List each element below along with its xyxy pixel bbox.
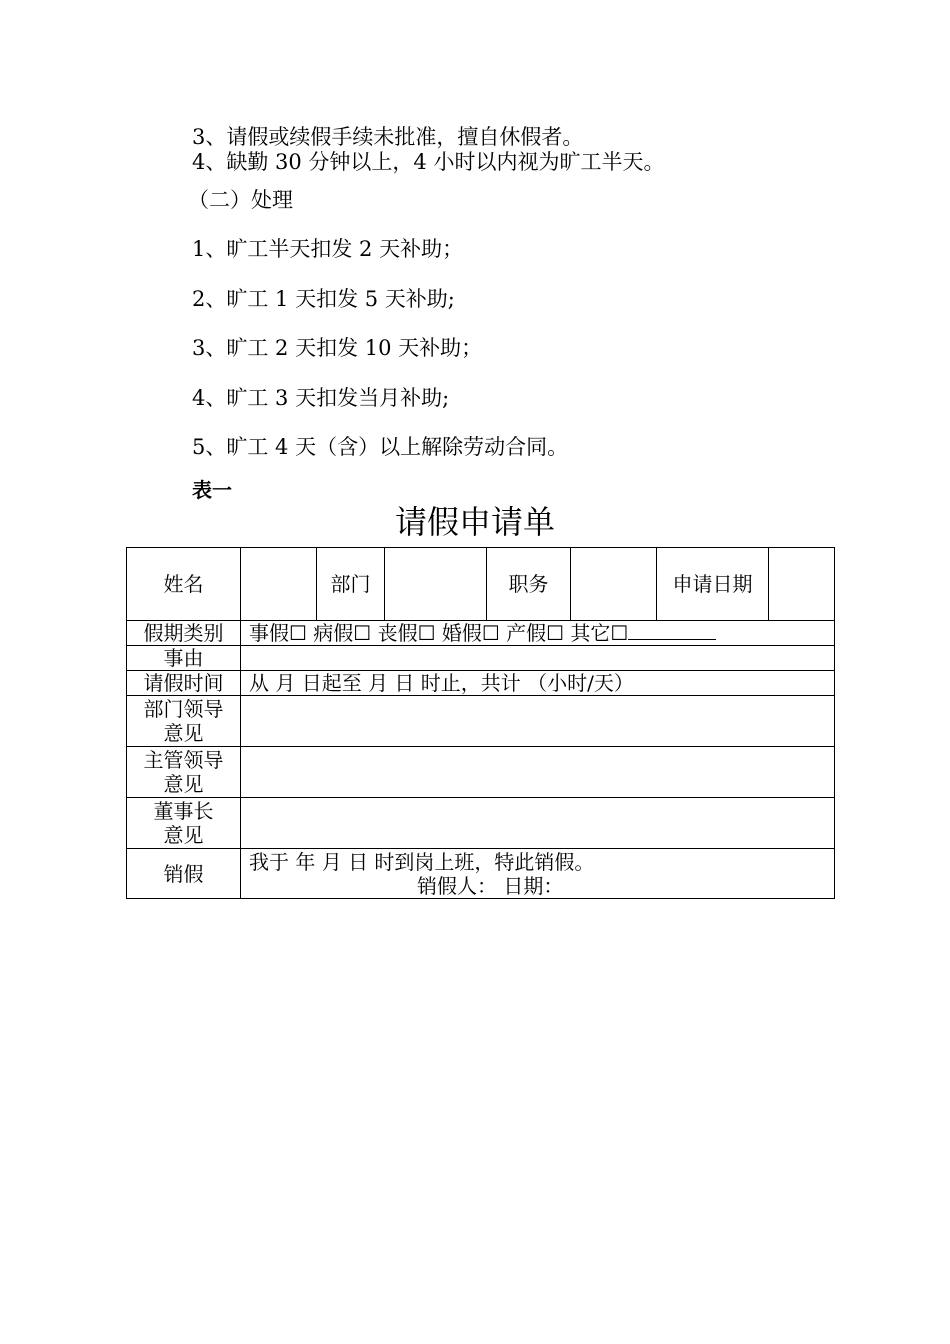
chairman-label-line1: 董事长 [153,799,214,823]
table-row [127,696,835,747]
leave-time-field[interactable]: 从 月 日起至 月 日 时止，共计 （小时/天） [241,671,835,696]
table-row [127,621,835,646]
chairman-opinion-field[interactable] [241,798,835,849]
supervisor-label [127,747,241,798]
paragraph-3: 1、旷工半天扣发 2 天补助； [192,237,464,261]
dept-leader-label-line2: 意见 [163,721,204,745]
form-title: 请假申请单 [394,503,555,541]
position-label: 职务 [487,548,571,621]
reason-field[interactable] [241,646,835,671]
table-row [127,849,835,899]
cancel-leave-label: 销假 [127,849,241,899]
supervisor-label-line2: 意见 [163,772,204,796]
dept-label: 部门 [317,548,385,621]
supervisor-opinion-field[interactable] [241,747,835,798]
cancel-leave-field[interactable] [241,849,835,899]
table-row [127,548,835,621]
position-field[interactable] [571,548,657,621]
leave-application-table [126,547,835,899]
leave-type-label: 假期类别 [127,621,241,646]
paragraph-1: 3、请假或续假手续未批准，擅自休假者。 [192,125,584,149]
leave-type-options[interactable] [241,621,835,646]
leave-type-checkboxes[interactable]: 事假☐ 病假☐ 丧假☐ 婚假☐ 产假☐ 其它☐ [249,621,629,645]
paragraph-5: 3、旷工 2 天扣发 10 天补助； [192,336,483,360]
other-type-blank[interactable] [628,621,716,640]
section-heading: （二）处理 [188,188,293,212]
name-label: 姓名 [127,548,241,621]
table-row [127,747,835,798]
table-row [127,798,835,849]
cancel-leave-line1: 我于 年 月 日 时到岗上班，特此销假。 [249,849,595,874]
paragraph-4: 2、旷工 1 天扣发 5 天补助; [192,287,455,311]
paragraph-6: 4、旷工 3 天扣发当月补助; [192,386,450,410]
table-label: 表一 [192,478,232,502]
paragraph-2: 4、缺勤 30 分钟以上，4 小时以内视为旷工半天。 [192,150,665,174]
dept-leader-label [127,696,241,747]
cancel-leave-line2: 销假人： 日期： [417,873,564,898]
dept-leader-label-line1: 部门领导 [143,697,224,721]
paragraph-7: 5、旷工 4 天（含）以上解除劳动合同。 [192,435,569,459]
apply-date-label: 申请日期 [657,548,769,621]
dept-field[interactable] [385,548,487,621]
apply-date-field[interactable] [769,548,835,621]
dept-leader-opinion-field[interactable] [241,696,835,747]
table-row [127,646,835,671]
leave-time-label: 请假时间 [127,671,241,696]
reason-label: 事由 [127,646,241,671]
table-row [127,671,835,696]
chairman-label-line2: 意见 [163,823,204,847]
chairman-label [127,798,241,849]
name-field[interactable] [241,548,317,621]
supervisor-label-line1: 主管领导 [143,748,224,772]
